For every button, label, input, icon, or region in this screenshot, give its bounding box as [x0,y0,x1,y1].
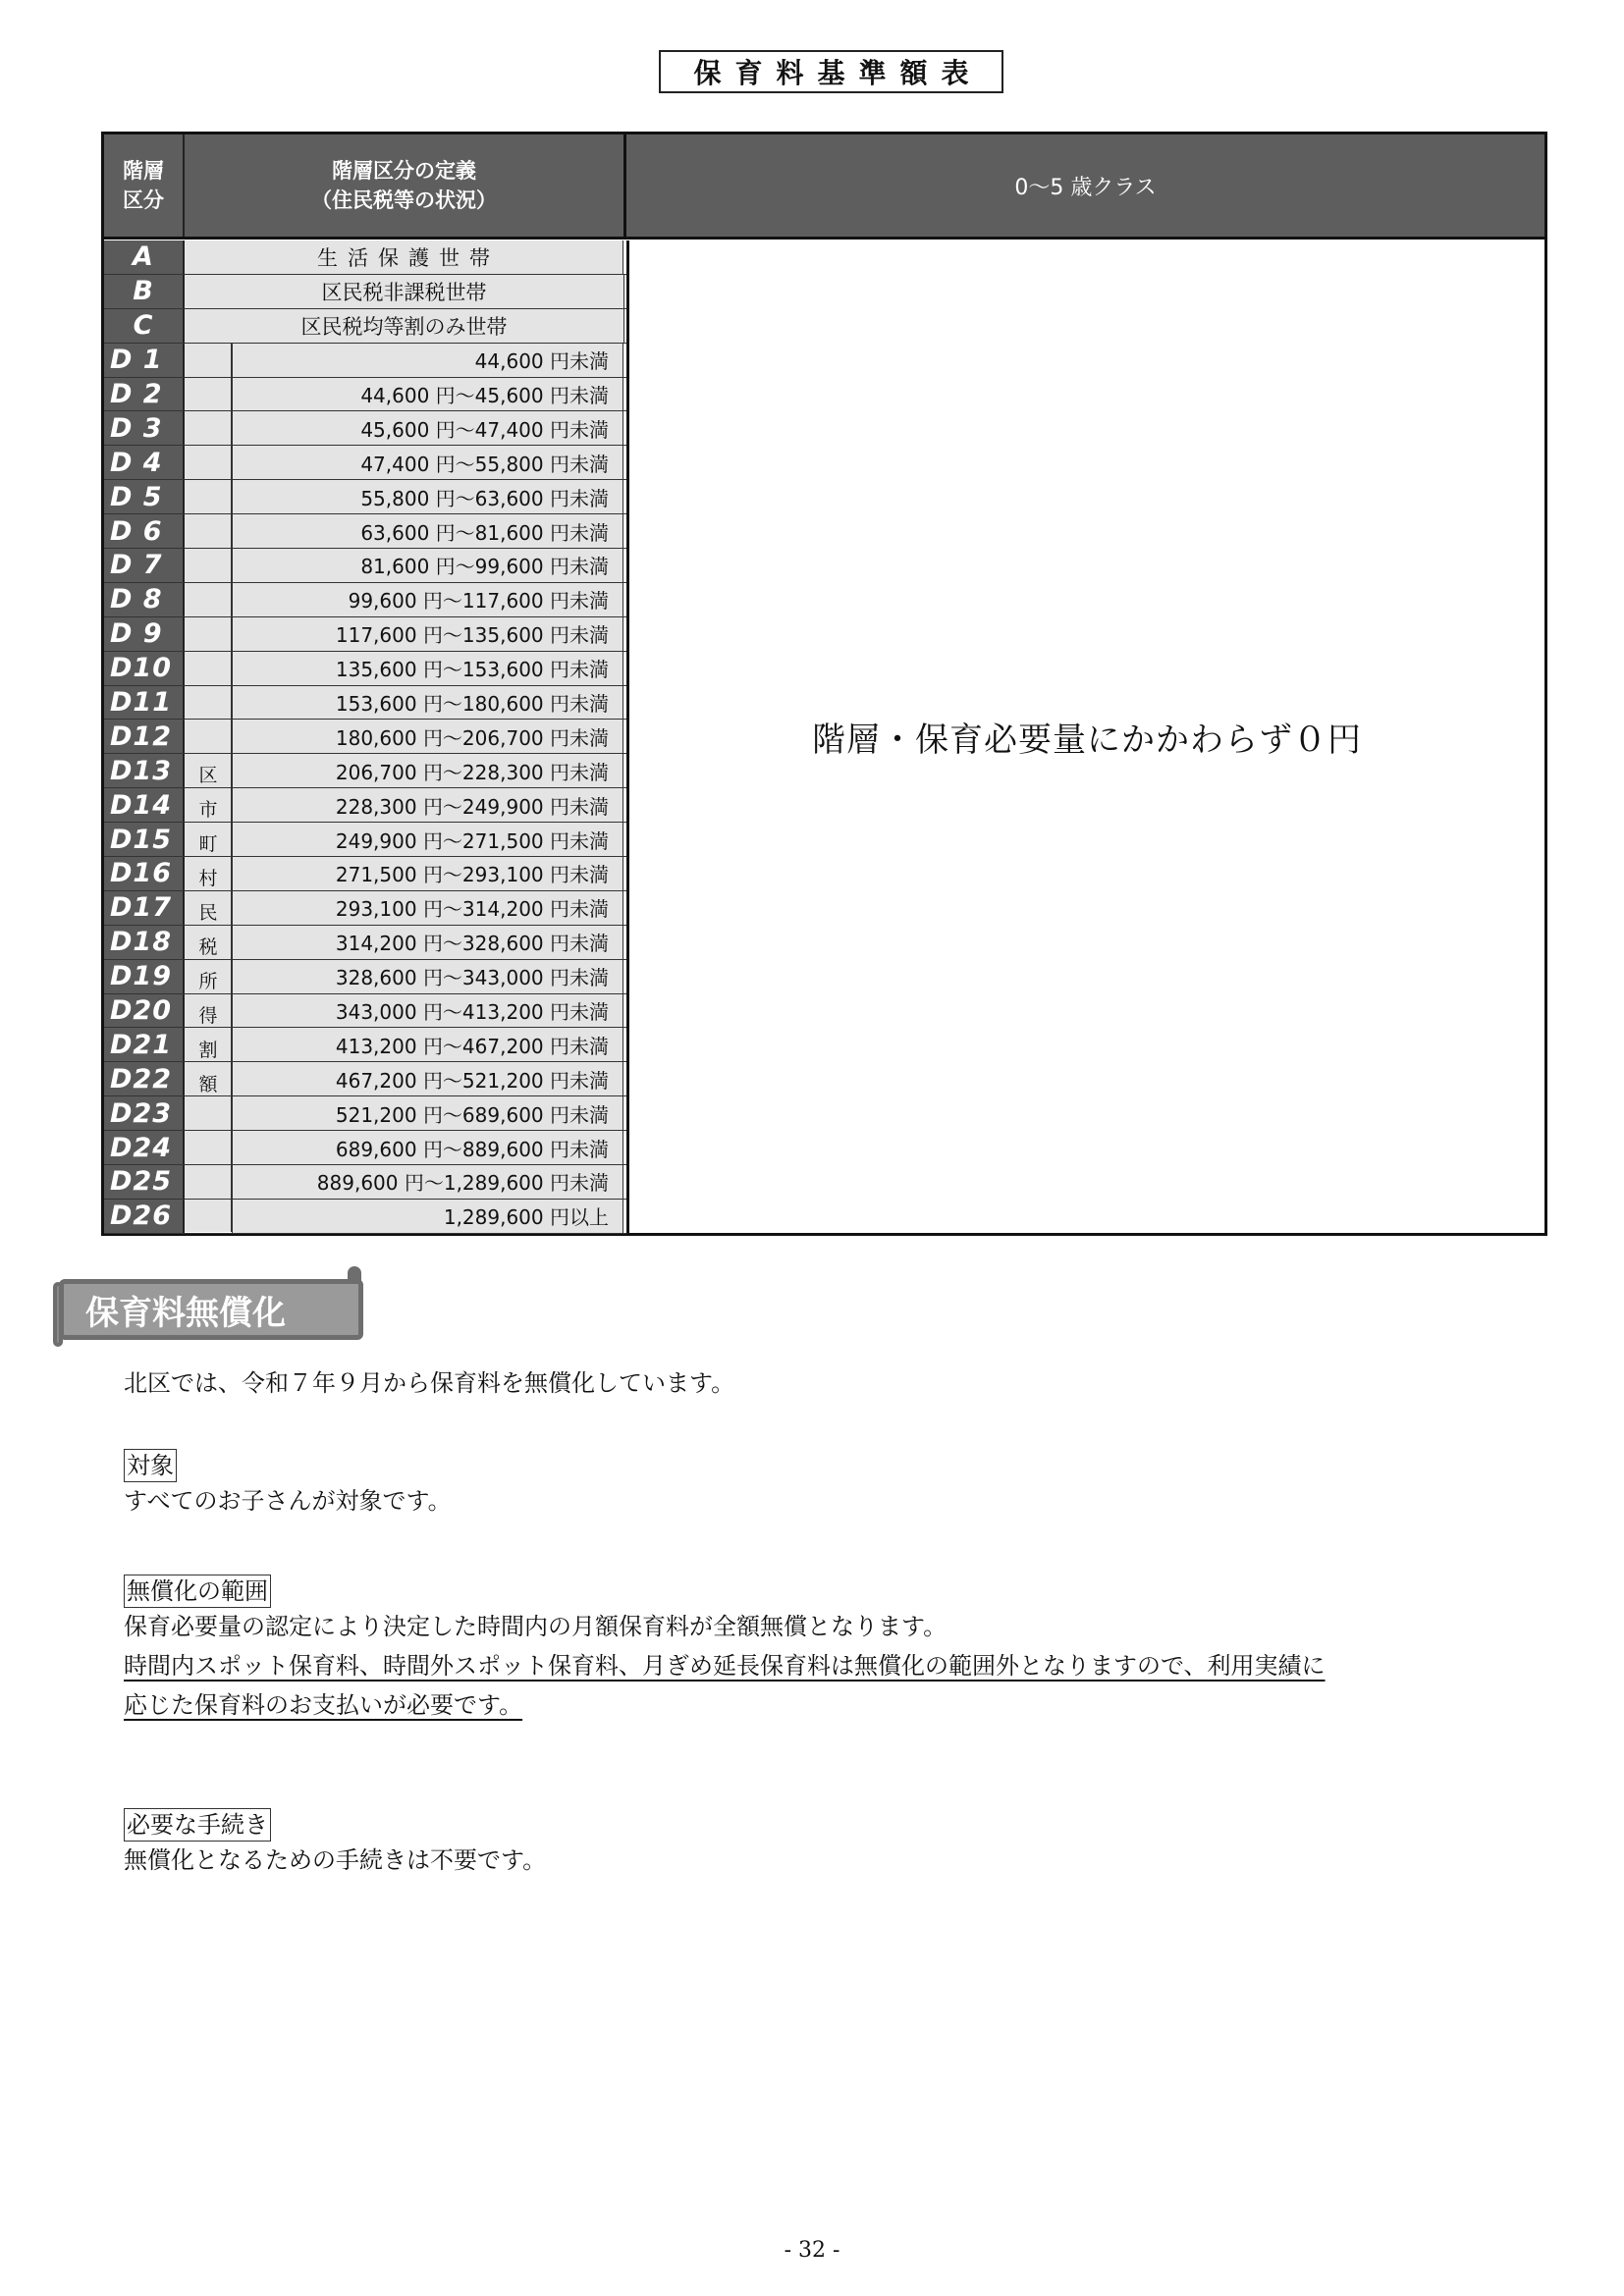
section-heading-badge [47,1266,369,1345]
d-group-label-char: 区 [198,765,218,786]
income-range: 44,600 円～45,600 円未満 [232,378,623,411]
d-group-label-char: 税 [198,936,218,958]
table-row [104,788,626,823]
table-row [104,583,626,617]
income-range: 271,500 円～293,100 円未満 [232,857,623,890]
income-range: 153,600 円～180,600 円未満 [232,686,623,720]
table-row [104,754,626,788]
income-range: 689,600 円～889,600 円未満 [232,1131,623,1164]
tier-code: C [104,309,185,343]
income-range: 99,600 円～117,600 円未満 [232,583,623,616]
subheading-procedure: 必要な手続き [124,1808,271,1842]
income-range: 45,600 円～47,400 円未満 [232,411,623,445]
table-row [104,446,626,480]
table-row [104,857,626,891]
table-row [104,960,626,994]
tier-code: D 1 [104,344,185,377]
income-range: 81,600 円～99,600 円未満 [232,549,623,582]
tier-definition: 生活保護世帯 [185,240,623,274]
tier-code: D16 [104,857,185,890]
page-title: 保育料基準額表 [659,50,1003,93]
table-row [104,480,626,514]
tier-code: D21 [104,1028,185,1061]
d-group-label-char: 得 [198,1005,218,1027]
table-row [104,514,626,549]
tier-code: D 8 [104,583,185,616]
intro-text: 北区では、令和７年９月から保育料を無償化しています。 [124,1369,735,1397]
income-range: 55,800 円～63,600 円未満 [232,480,623,513]
table-row [104,1096,626,1131]
table-row [104,891,626,926]
tier-code: B [104,275,185,308]
d-group-label-char: 町 [198,833,218,855]
fee-cell [626,240,1544,1233]
tier-code: D17 [104,891,185,925]
d-group-label-char: 民 [198,902,218,924]
tier-code: D15 [104,823,185,856]
scroll-decoration [53,1282,63,1347]
table-row [104,686,626,721]
table-row [104,994,626,1029]
table-row [104,720,626,754]
tier-code: D24 [104,1131,185,1164]
table-row [104,652,626,686]
income-range: 63,600 円～81,600 円未満 [232,514,623,548]
income-range: 249,900 円～271,500 円未満 [232,823,623,856]
tier-definition: 区民税均等割のみ世帯 [185,309,624,343]
fee-note: 階層・保育必要量にかかわらず０円 [812,721,1362,760]
income-range: 228,300 円～249,900 円未満 [232,788,623,822]
tier-code: D 7 [104,549,185,582]
subheading-target: 対象 [124,1449,177,1482]
tier-code: D 5 [104,480,185,513]
tier-definition: 区民税非課税世帯 [185,275,624,308]
table-row [104,309,626,344]
income-range: 206,700 円～228,300 円未満 [232,754,623,787]
income-range: 293,100 円～314,200 円未満 [232,891,623,925]
tier-code: D 6 [104,514,185,548]
header-definition-line2: （住民税等の状況） [311,188,497,212]
tier-code: D26 [104,1200,185,1233]
tier-code: D12 [104,720,185,753]
tier-code: D13 [104,754,185,787]
income-range: 467,200 円～521,200 円未満 [232,1062,623,1095]
tier-code: D 2 [104,378,185,411]
income-range: 135,600 円～153,600 円未満 [232,652,623,685]
tier-code: D 4 [104,446,185,479]
income-range: 117,600 円～135,600 円未満 [232,617,623,651]
tier-code: D18 [104,926,185,959]
tier-code: D20 [104,994,185,1028]
income-range: 343,000 円～413,200 円未満 [232,994,623,1028]
income-range: 314,200 円～328,600 円未満 [232,926,623,959]
header-tier-definition [185,134,626,237]
table-row [104,617,626,652]
header-definition-line1: 階層区分の定義 [332,159,476,183]
header-tier-code [104,134,185,237]
table-row [104,344,626,378]
table-body [104,240,626,1234]
income-range: 180,600 円～206,700 円未満 [232,720,623,753]
table-row [104,823,626,857]
tier-code: D19 [104,960,185,993]
scope-exclusion-line2: 応じた保育料のお支払いが必要です。 [124,1691,523,1719]
income-range: 521,200 円～689,600 円未満 [232,1096,623,1130]
tier-code: D23 [104,1096,185,1130]
target-text: すべてのお子さんが対象です。 [124,1487,452,1515]
tier-code: D22 [104,1062,185,1095]
table-row [104,1131,626,1165]
d-group-label-char: 額 [198,1074,218,1095]
table-row [104,1165,626,1200]
header-tier-code-line1: 階層 [123,159,164,183]
d-group-label-char: 村 [198,868,218,889]
table-row [104,549,626,583]
table-row [104,275,626,309]
tier-code: D 3 [104,411,185,445]
income-range: 1,289,600 円以上 [232,1200,623,1233]
procedure-text: 無償化となるための手続きは不要です。 [124,1846,547,1874]
income-range: 328,600 円～343,000 円未満 [232,960,623,993]
income-range: 413,200 円～467,200 円未満 [232,1028,623,1061]
table-row [104,1028,626,1062]
header-age-class: 0～5 歳クラス [626,134,1544,237]
table-row [104,1062,626,1096]
fee-table [101,132,1547,1236]
table-row [104,378,626,412]
d-group-label-char: 所 [198,971,218,992]
tier-code: D14 [104,788,185,822]
table-row [104,926,626,960]
income-range: 47,400 円～55,800 円未満 [232,446,623,479]
d-group-label-char: 割 [198,1040,218,1061]
table-row [104,411,626,446]
header-tier-code-line2: 区分 [123,188,164,212]
subheading-scope: 無償化の範囲 [124,1575,271,1608]
tier-code: D11 [104,686,185,720]
table-row [104,240,626,275]
section-heading: 保育料無償化 [59,1279,363,1340]
tier-code: D 9 [104,617,185,651]
income-range: 889,600 円～1,289,600 円未満 [232,1165,623,1199]
scope-exclusion-line1: 時間内スポット保育料、時間外スポット保育料、月ぎめ延長保育料は無償化の範囲外となりますので、利用実績に [124,1652,1326,1680]
d-group-label-char: 市 [198,799,218,821]
scope-text: 保育必要量の認定により決定した時間内の月額保育料が全額無償となります。 [124,1613,947,1640]
income-range: 44,600 円未満 [232,344,623,377]
tier-code: D10 [104,652,185,685]
page-number: - 32 - [784,2238,840,2263]
table-row [104,1200,626,1234]
tier-code: D25 [104,1165,185,1199]
tier-code: A [104,240,185,274]
